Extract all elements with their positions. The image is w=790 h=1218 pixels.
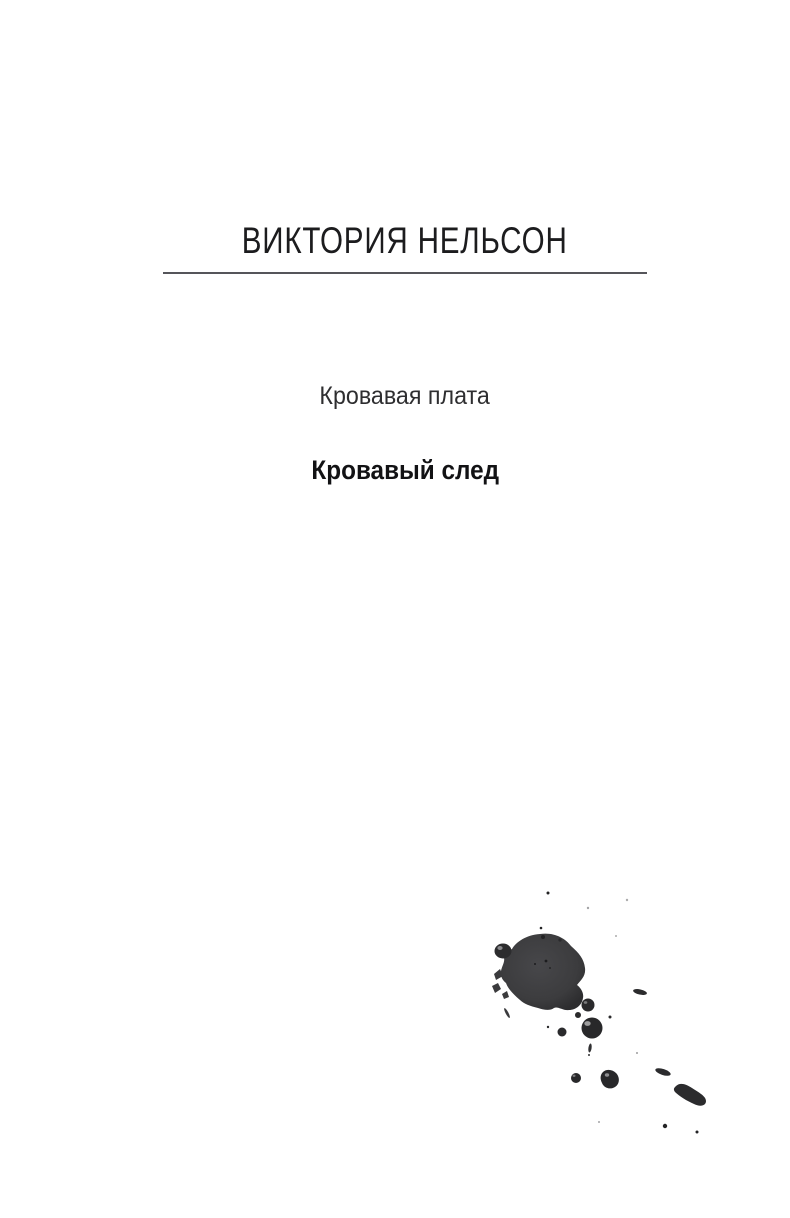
author-name — [20, 221, 790, 261]
series-title — [20, 381, 790, 411]
divider-rule — [163, 272, 647, 274]
book-title — [20, 454, 790, 486]
author-name-text: ВИКТОРИЯ НЕЛЬСОН — [242, 220, 568, 261]
series-title-text: Кровавая плата — [319, 382, 491, 410]
ink-splatter-icon — [480, 858, 740, 1150]
ink-splatter-svg — [480, 858, 740, 1150]
book-title-text: Кровавый след — [311, 455, 499, 485]
